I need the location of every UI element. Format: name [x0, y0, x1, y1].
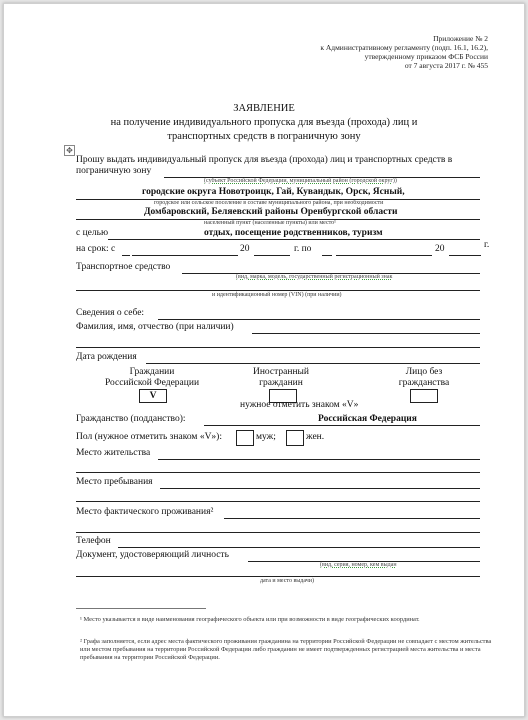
citizenship-value: Российская Федерация [318, 414, 417, 424]
sex-female-checkbox[interactable] [286, 430, 304, 446]
sex-male-label: муж; [256, 432, 276, 442]
fio-label: Фамилия, имя, отчество (при наличии) [76, 322, 234, 332]
appendix-line-1: Приложение № 2 [433, 34, 488, 43]
hint-place: населенный пункт (населенные пункты) или место¹ [204, 220, 336, 226]
document-label: Документ, удостоверяющий личность [76, 550, 229, 560]
dob-label: Дата рождения [76, 352, 137, 362]
residence-line-2 [76, 472, 480, 473]
cit-none-checkbox[interactable] [410, 389, 438, 403]
sex-male-checkbox[interactable] [236, 430, 254, 446]
stay-line-1 [160, 488, 480, 489]
document-title: ЗАЯВЛЕНИЕ [233, 103, 295, 114]
period-from-day-line [122, 255, 130, 256]
footnote-separator [76, 608, 206, 609]
cit-foreign-label-1: Иностранный [252, 367, 310, 377]
stay-line-2 [76, 501, 480, 502]
period-year-suffix: г. [484, 240, 490, 250]
period-label: на срок: с [76, 244, 116, 254]
fio-line-2 [76, 347, 480, 348]
footnote-1: ¹ Место указывается в виде наименования географического объекта или при возможности в виде географических координат. [80, 616, 420, 623]
residence-label: Место жительства [76, 448, 151, 458]
period-to-month-line [336, 255, 432, 256]
document-page [3, 3, 525, 717]
hint-settlement: городское или сельское поселение в составе муниципального района, при необходимости [154, 200, 384, 206]
cit-rf-mark: V [149, 391, 157, 401]
period-year-prefix-1: 20 [240, 244, 250, 254]
citizenship-label: Гражданство (подданство): [76, 414, 186, 424]
residence-line-1 [158, 459, 480, 460]
request-text-2: пограничную зону [76, 166, 152, 176]
cit-rf-label-1: Граждании [129, 367, 175, 377]
document-subtitle-1: на получение индивидуального пропуска для въезда (прохода) лиц и [110, 117, 418, 128]
about-label: Сведения о себе: [76, 308, 145, 318]
cit-foreign-label-2: гражданин [259, 378, 303, 388]
sex-label: Пол (нужное отметить знаком «V»): [76, 432, 222, 442]
phone-label: Телефон [76, 536, 111, 546]
hint-document: (вид, серия, номер, кем выдан [320, 562, 397, 568]
actual-residence-line-1 [224, 518, 480, 519]
actual-residence-line-2 [76, 532, 480, 533]
cit-rf-checkbox[interactable] [139, 389, 167, 403]
hint-vin: и идентификационный номер (VIN) (при наличии) [212, 292, 342, 298]
purpose-label: с целью [76, 228, 109, 238]
about-line [158, 319, 480, 320]
territory-value-1: городские округа Новотроицк, Гай, Кувандык, Орск, Ясный, [142, 187, 405, 197]
appendix-line-4: от 7 августа 2017 г. № 455 [404, 61, 488, 70]
footnote-2: ² Графа заполняется, если адрес места фактического проживания гражданина на территории Российской Федерации не совпадает с местом жительства или местом пребывания на территории Российской Федерации либо гражданин не имеет подтвержденных регистрацией места жительства и места пребывания на территории Российской Федерации. [80, 638, 492, 661]
request-text-1: Прошу выдать индивидуальный пропуск для въезда (прохода) лиц и транспортных средств в [76, 155, 453, 165]
hint-vehicle: (вид, марка, модель, государственный регистрационный знак [236, 274, 393, 280]
hint-issued: дата и место выдачи) [260, 578, 315, 584]
vin-line [76, 290, 480, 291]
cit-none-label-2: гражданства [398, 378, 450, 388]
stay-label: Место пребывания [76, 477, 153, 487]
period-to-label: г. по [294, 244, 312, 254]
period-year-prefix-2: 20 [435, 244, 445, 254]
sex-female-label: жен. [306, 432, 325, 442]
purpose-value: отдых, посещение родственников, туризм [204, 228, 383, 238]
cit-rf-label-2: Российской Федерации [104, 378, 200, 388]
cit-none-label-1: Лицо без [405, 367, 443, 377]
citizenship-line [204, 425, 480, 426]
actual-residence-label: Место фактического проживания² [76, 507, 214, 517]
mark-note: нужное отметить знаком «V» [240, 400, 359, 410]
period-to-day-line [322, 255, 332, 256]
fio-line-1 [252, 333, 480, 334]
phone-line [118, 547, 480, 548]
dob-line [146, 363, 480, 364]
territory-value-2: Домбаровский, Беляевский районы Оренбургской области [144, 207, 398, 217]
appendix-line-3: утвержденному приказом ФСБ России [364, 52, 488, 61]
purpose-line [108, 239, 480, 240]
document-line-2 [76, 576, 480, 577]
period-from-year-line [254, 255, 290, 256]
vehicle-label: Транспортное средство [76, 262, 171, 272]
hint-subject: (субъект Российской Федерации, муниципальный район (городской округ)) [204, 178, 397, 184]
period-from-month-line [132, 255, 238, 256]
table-move-handle-icon[interactable]: ✥ [64, 145, 75, 156]
appendix-line-2: к Административному регламенту (подп. 16.1, 16.2), [320, 43, 488, 52]
period-to-year-line [449, 255, 481, 256]
document-subtitle-2: транспортных средств в пограничную зону [167, 131, 361, 142]
